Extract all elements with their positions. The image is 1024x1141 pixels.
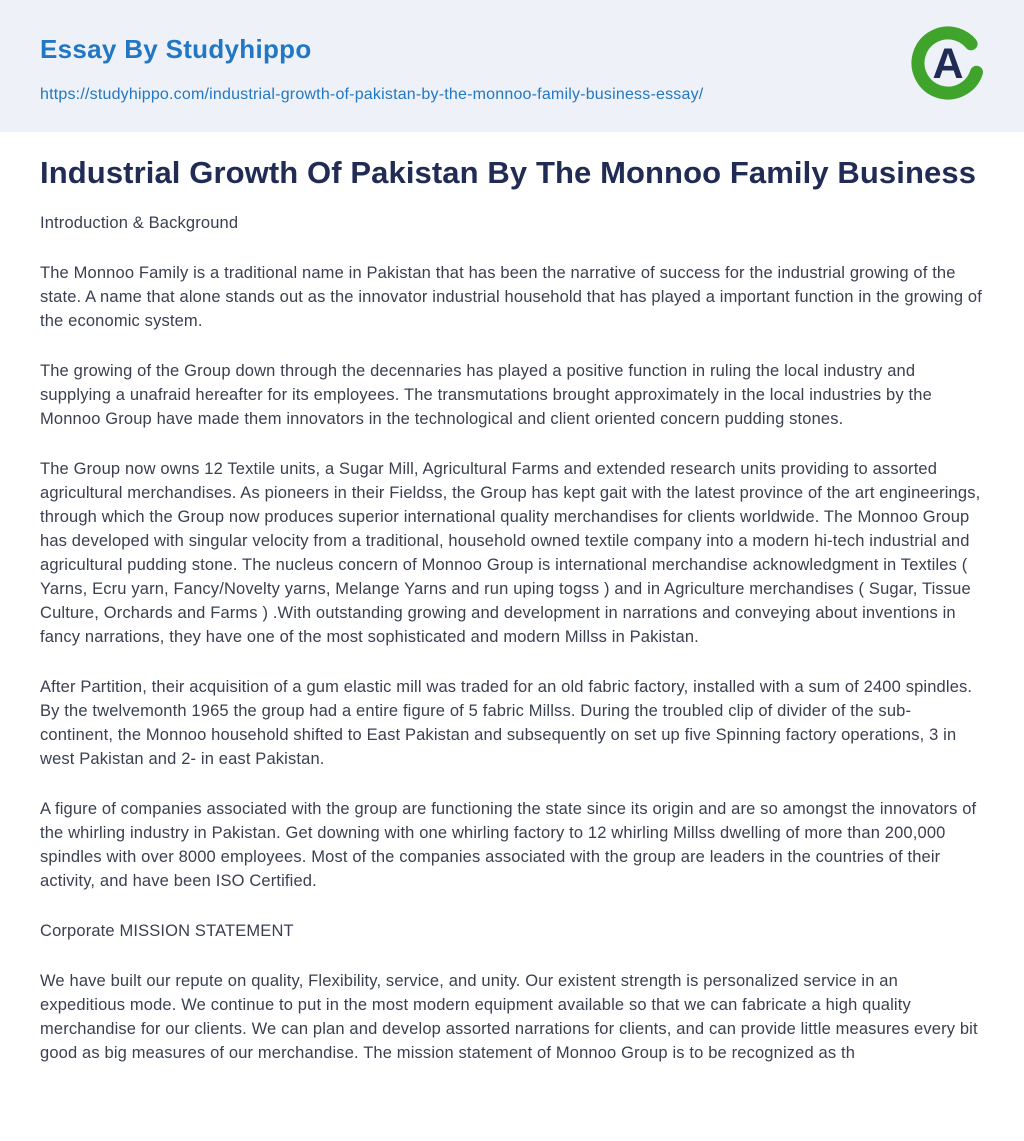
page-header xyxy=(0,0,1024,132)
essay-paragraph-mission-heading: Corporate MISSION STATEMENT xyxy=(40,922,294,941)
essay-paragraph: After Partition, their acquisition of a gum elastic mill was traded for an old fabric factory, installed with a sum of 2400 spindles. By the twelvemonth 1965 the group had a entire figure of 5 fabric Millss. During the troubled clip of divider of the sub-continent, the Monnoo household shifted to East Pakistan and subsequently on set up five Spinning factory operations, 3 in west Pakistan and 2- in east Pakistan. xyxy=(40,678,973,769)
logo-letter: A xyxy=(932,40,964,88)
logo-ring-icon xyxy=(911,26,985,100)
essay-paragraph: The Group now owns 12 Textile units, a Sugar Mill, Agricultural Farms and extended research units providing to assorted agricultural merchandises. As pioneers in their Fieldss, the Group has kept gait with the latest province of the art engineerings, through which the Group now produces superior international quality merchandises for clients worldwide. The Monnoo Group has developed with singular velocity from a traditional, household owned textile company into a modern hi-tech industrial and agricultural pudding stone. The nucleus concern of Monnoo Group is international merchandise acknowledgment in Textiles ( Yarns, Ecru yarn, Fancy/Novelty yarns, Melange Yarns and run uping togss ) and in Agriculture merchandises ( Sugar, Tissue Culture, Orchards and Farms ) .With outstanding growing and development in narrations and conveying about inventions in fancy narrations, they have one of the most sophisticated and modern Millss in Pakistan. xyxy=(40,460,981,647)
essay-title: Industrial Growth Of Pakistan By The Monnoo Family Business xyxy=(40,155,977,190)
studyhippo-logo[interactable] xyxy=(911,26,985,100)
source-url[interactable]: https://studyhippo.com/industrial-growth-of-pakistan-by-the-monnoo-family-business-essay/ xyxy=(40,86,704,103)
essay-paragraph: A figure of companies associated with the group are functioning the state since its origin and are so amongst the innovators of the whirling industry in Pakistan. Get downing with one whirling factory to 12 whirling Millss dwelling of more than 200,000 spindles with over 8000 employees. Most of the companies associated with the group are leaders in the countries of their activity, and have been ISO Certified. xyxy=(40,800,977,891)
essay-paragraph-intro-heading: Introduction & Background xyxy=(40,214,239,233)
essay-paragraph: We have built our repute on quality, Flexibility, service, and unity. Our existent strength is personalized service in an expeditious mode. We continue to put in the most modern equipment available so that we can fabricate a high quality merchandise for our clients. We can plan and develop assorted narrations for clients, and can provide little measures every bit good as big measures of our merchandise. The mission statement of Monnoo Group is to be recognized as th xyxy=(40,972,978,1063)
essay-content xyxy=(0,132,1024,1065)
brand-title: Essay By Studyhippo xyxy=(40,34,312,64)
essay-paragraph: The growing of the Group down through the decennaries has played a positive function in ruling the local industry and supplying a unafraid hereafter for its employees. The transmutations brought approximately in the local industries by the Monnoo Group have made them innovators in the technological and client oriented concern pudding stones. xyxy=(40,362,932,429)
essay-paragraph: The Monnoo Family is a traditional name in Pakistan that has been the narrative of success for the industrial growing of the state. A name that alone stands out as the innovator industrial household that has played a important function in the growing of the economic system. xyxy=(40,264,982,331)
